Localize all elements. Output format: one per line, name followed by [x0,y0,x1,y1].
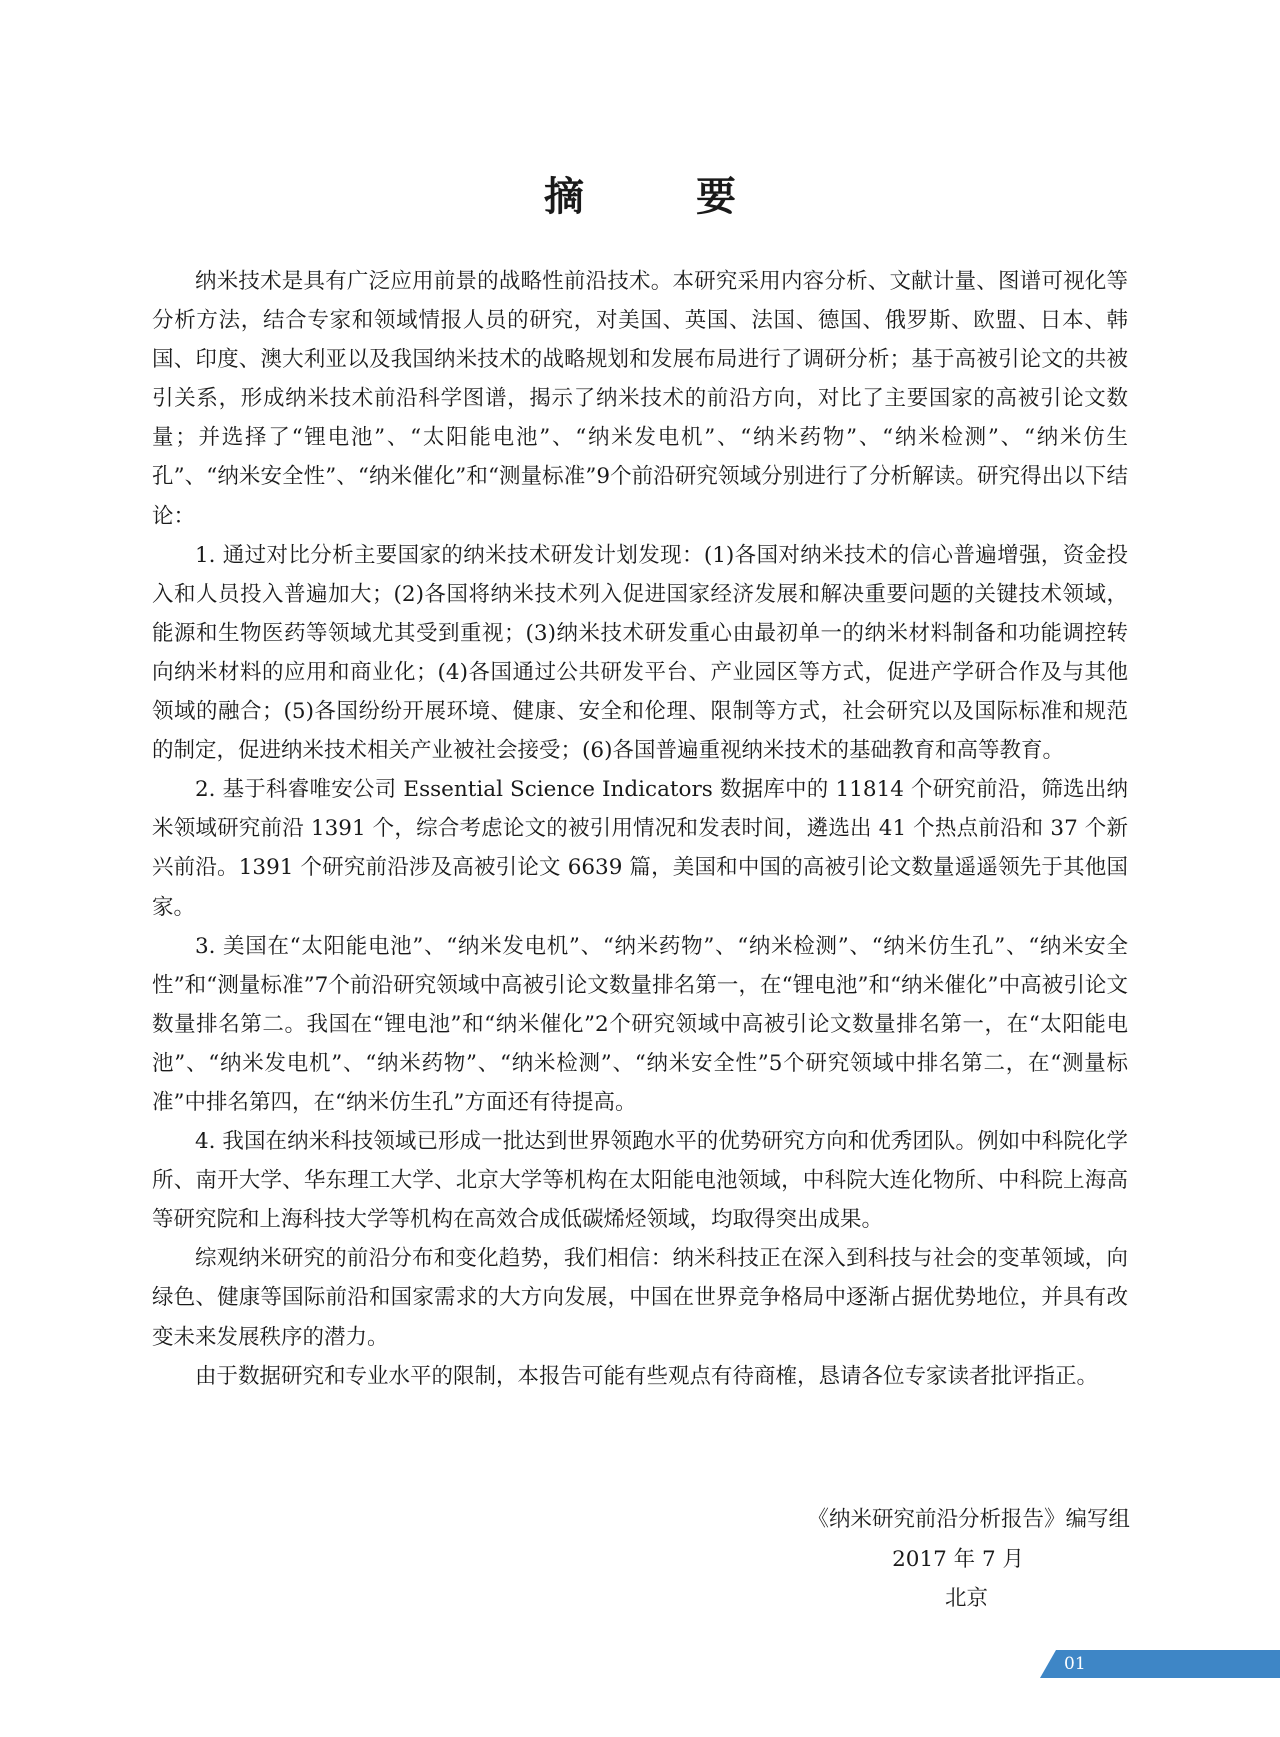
signature-place: 北京 [944,1586,988,1611]
paragraph-disclaimer: 由于数据研究和专业水平的限制，本报告可能有些观点有待商榷，恳请各位专家读者批评指正。 [195,1363,1099,1389]
paragraph-conclusion-1: 1. 通过对比分析主要国家的纳米技术研发计划发现：(1)各国对纳米技术的信心普遍增强，资金投入和人员投入普遍加大；(2)各国将纳米技术列入促进国家经济发展和解决重要问题的关键技术领域，能源和生物医药等领域尤其受到重视；(3)纳米技术研发重心由最初单一的纳米材料制备和功能调控转向纳米材料的应用和商业化；(4)各国通过公共研发平台、产业园区等方式，促进产学研合作及与其他领域的融合；(5)各国纷纷开展环境、健康、安全和伦理、限制等方式，社会研究以及国际标准和规范的制定，促进纳米技术相关产业被社会接受；(6)各国普遍重视纳米技术的基础教育和高等教育。 [152,542,1128,764]
paragraph-conclusion-3: 3. 美国在“太阳能电池”、“纳米发电机”、“纳米药物”、“纳米检测”、“纳米仿生孔”、“纳米安全性”和“测量标准”7个前沿研究领域中高被引论文数量排名第一，在“锂电池”和“纳米催化”中高被引论文数量排名第二。我国在“锂电池”和“纳米催化”2个研究领域中高被引论文数量排名第一，在“太阳能电池”、“纳米发电机”、“纳米药物”、“纳米检测”、“纳米安全性”5个研究领域中排名第二，在“测量标准”中排名第四，在“纳米仿生孔”方面还有待提高。 [152,933,1128,1115]
page-number: 01 [1064,1654,1086,1674]
paragraph-conclusion-4: 4. 我国在纳米科技领域已形成一批达到世界领跑水平的优势研究方向和优秀团队。例如中科院化学所、南开大学、华东理工大学、北京大学等机构在太阳能电池领域，中科院大连化物所、中科院上海高等研究院和上海科技大学等机构在高效合成低碳烯烃领域，均取得突出成果。 [152,1129,1128,1233]
paragraph-conclusion-2: 2. 基于科睿唯安公司 Essential Science Indicators 数据库中的 11814 个研究前沿，筛选出纳米领域研究前沿 1391 个，综合考虑论文的被引用情况和发表时间，遴选出 41 个热点前沿和 37 个新兴前沿。1391 个研究前沿涉及高被引论文 6639 篇，美国和中国的高被引论文数量遥遥领先于其他国家。 [152,777,1128,920]
signature-date: 2017 年 7 月 [892,1546,1024,1572]
signature-block [807,1500,1130,1619]
abstract-body [152,262,1128,1396]
paragraph-outlook: 综观纳米研究的前沿分布和变化趋势，我们相信：纳米科技正在深入到科技与社会的变革领域，向绿色、健康等国际前沿和国家需求的大方向发展，中国在世界竞争格局中逐渐占据优势地位，并具有改变未来发展秩序的潜力。 [152,1246,1128,1350]
page-title: 摘 要 [544,174,772,220]
signature-organization: 《纳米研究前沿分析报告》编写组 [807,1507,1130,1532]
paragraph-intro: 纳米技术是具有广泛应用前景的战略性前沿技术。本研究采用内容分析、文献计量、图谱可视化等分析方法，结合专家和领域情报人员的研究，对美国、英国、法国、德国、俄罗斯、欧盟、日本、韩国、印度、澳大利亚以及我国纳米技术的战略规划和发展布局进行了调研分析；基于高被引论文的共被引关系，形成纳米技术前沿科学图谱，揭示了纳米技术的前沿方向，对比了主要国家的高被引论文数量；并选择了“锂电池”、“太阳能电池”、“纳米发电机”、“纳米药物”、“纳米检测”、“纳米仿生孔”、“纳米安全性”、“纳米催化”和“测量标准”9个前沿研究领域分别进行了分析解读。研究得出以下结论： [152,269,1128,529]
